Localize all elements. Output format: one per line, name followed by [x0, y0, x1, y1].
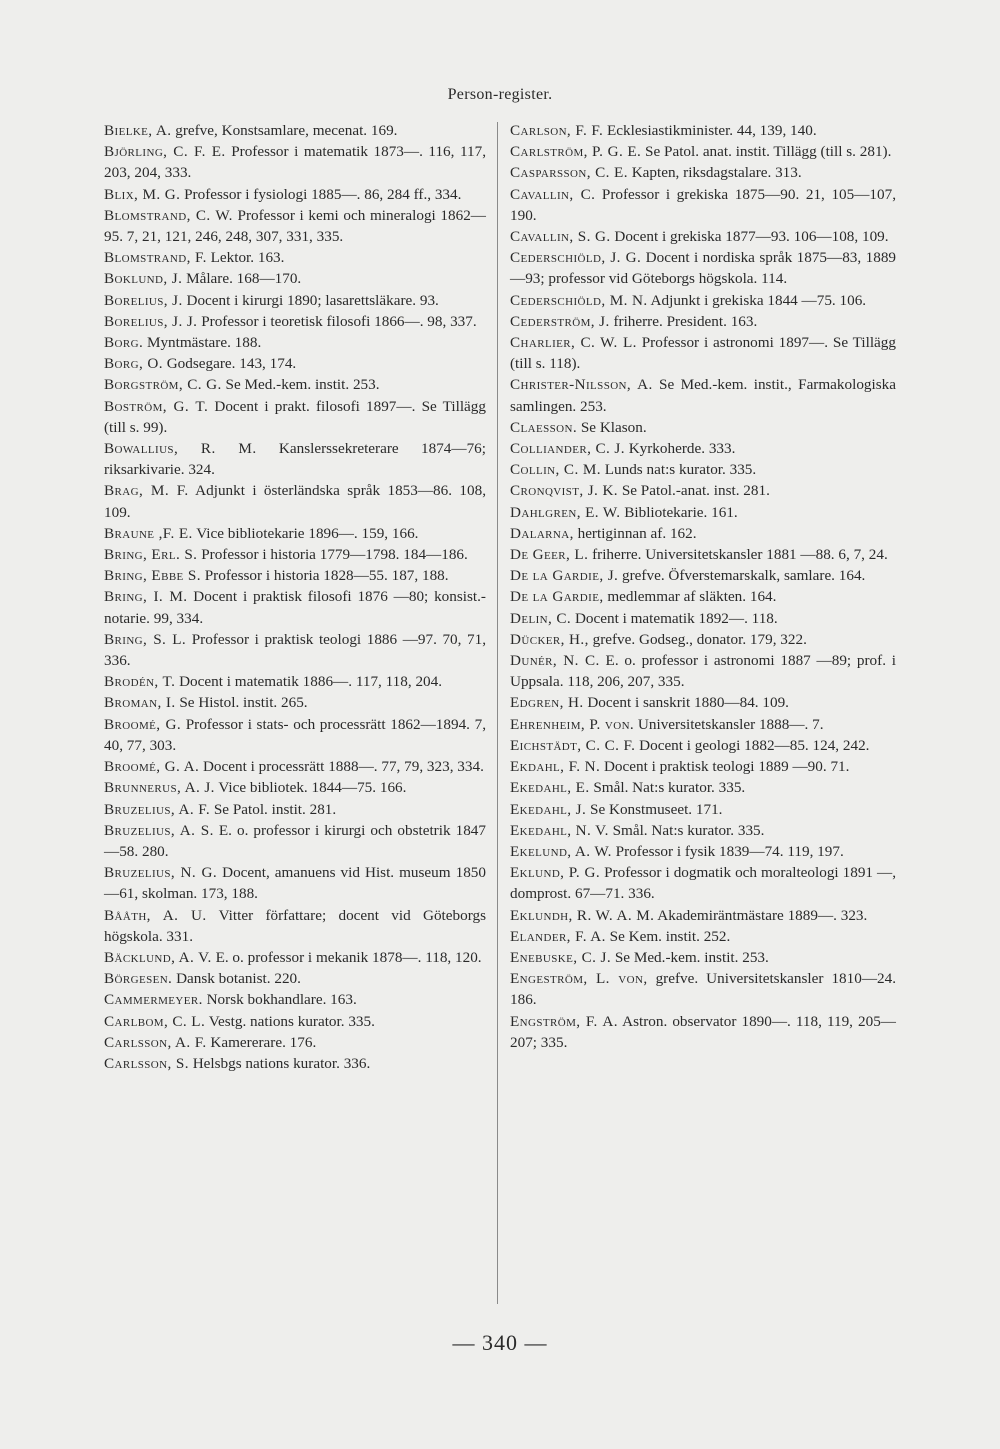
entry-name: Eichstädt, C. C. F. — [510, 736, 636, 754]
entry-text: Docent i praktisk teologi 1889 —90. 71. — [600, 758, 850, 776]
register-entry — [510, 735, 896, 756]
register-entry — [104, 311, 486, 332]
entry-name: Elander, F. A. — [510, 927, 606, 945]
register-entry — [104, 799, 486, 820]
entry-name: Cederström, J. — [510, 312, 610, 330]
register-entry — [510, 544, 896, 565]
entry-text: Professor i historia 1779—1798. 184—186. — [197, 546, 468, 564]
entry-text: Docent, amanuens vid Hist. museum 1850—61, skolman. 173, 188. — [104, 864, 486, 903]
entry-text: Myntmästare. 188. — [143, 334, 262, 352]
entry-text: Docent i geologi 1882—85. 124, 242. — [635, 736, 870, 754]
entry-name: Broman, I. — [104, 694, 176, 712]
register-entry — [510, 184, 896, 226]
register-entry — [510, 905, 896, 926]
entry-text: Kyrkoherde. 333. — [624, 440, 736, 458]
entry-name: Bruzelius, A. F. — [104, 800, 211, 818]
register-entry — [510, 565, 896, 586]
entry-name: Carlbom, C. L. — [104, 1012, 206, 1030]
entry-name: Blomstrand, F. — [104, 249, 207, 267]
entry-text: Godsegare. 143, 174. — [162, 355, 297, 373]
entry-text: Adjunkt i österländska språk 1853—86. 108, 109. — [104, 482, 486, 521]
register-entry — [104, 629, 486, 671]
entry-text: Professor i matematik 1873—. 116, 117, 203, 204, 333. — [104, 143, 486, 182]
register-entry — [510, 650, 896, 692]
entry-text: Docent i kirurgi 1890; lasarettsläkare. 93. — [182, 291, 439, 309]
entry-text: Professor i astronomi 1897—. Se Tillägg (till s. 118). — [510, 334, 896, 373]
entry-text: Lektor. 163. — [206, 249, 285, 267]
entry-name: Christer-Nilsson, A. — [510, 376, 653, 394]
entry-name: Engeström, L. von, — [510, 970, 648, 988]
entry-text: Kapten, riksdagstalare. 313. — [627, 164, 802, 182]
entry-text: Ecklesiastikminister. 44, 139, 140. — [603, 122, 817, 139]
register-entry — [510, 608, 896, 629]
entry-text: friherre. Universitetskansler 1881 —88. 6, 7, 24. — [588, 546, 888, 564]
entry-name: Eklund, P. G. — [510, 864, 601, 882]
entry-name: Bring, Ebbe S. — [104, 567, 201, 585]
entry-text: Se Patol. anat. instit. Tillägg (till s. 281). — [641, 143, 892, 161]
page-number: — 340 — — [452, 1330, 548, 1355]
entry-text: Helsbgs nations kurator. 336. — [188, 1054, 371, 1072]
register-entry — [510, 502, 896, 523]
entry-name: Bowallius, R. M. — [104, 440, 257, 458]
entry-name: Börgesen. — [104, 970, 173, 988]
entry-text: Se Med.-kem. instit. 253. — [221, 376, 380, 394]
register-entry — [510, 947, 896, 968]
register-entry — [104, 480, 486, 522]
entry-text: Docent i processrätt 1888—. 77, 79, 323, 334. — [199, 758, 484, 776]
register-entry — [104, 714, 486, 756]
register-entry — [510, 629, 896, 650]
entry-text: Dansk botanist. 220. — [172, 970, 301, 988]
register-entry — [104, 1011, 486, 1032]
entry-text: Astron. observator 1890—. 118, 119, 205—207; 335. — [510, 1012, 896, 1051]
column-divider — [497, 122, 498, 1304]
register-entry — [104, 332, 486, 353]
entry-text: E. o. professor i astronomi 1887 —89; prof. i Uppsala. 118, 206, 207, 335. — [510, 652, 897, 691]
entry-name: Bååth, A. U. — [104, 906, 207, 924]
register-entry — [510, 226, 896, 247]
entry-text: Professor i fysik 1839—74. 119, 197. — [611, 842, 844, 860]
register-entry — [104, 692, 486, 713]
entry-text: hertiginnan af. 162. — [573, 524, 697, 542]
entry-text: Docent i nordiska språk 1875—83, 1889—93; professor vid Göteborgs högskola. 114. — [510, 249, 897, 288]
entry-text: Målare. 168—170. — [182, 270, 302, 288]
entry-name: Dalarna, — [510, 524, 574, 542]
entry-text: Professor i grekiska 1875—90. 21, 105—107, 190. — [510, 185, 896, 224]
register-entry — [510, 756, 896, 777]
entry-name: De Geer, L. — [510, 546, 589, 564]
entry-name: Borg, O. — [104, 355, 163, 373]
register-entry — [104, 565, 486, 586]
entry-name: Charlier, C. W. L. — [510, 334, 637, 352]
register-entry — [104, 1053, 486, 1074]
register-entry — [104, 438, 486, 480]
register-entry — [104, 947, 486, 968]
entry-text: Universitetskansler 1888—. 7. — [634, 715, 824, 733]
register-entry — [510, 841, 896, 862]
entry-text: Vitter författare; docent vid Göteborgs högskola. 331. — [104, 906, 486, 945]
register-entry — [104, 374, 486, 395]
entry-name: Edgren, H. — [510, 694, 584, 712]
entry-name: Ehrenheim, P. von. — [510, 715, 635, 733]
register-entry — [510, 799, 896, 820]
register-entry — [510, 311, 896, 332]
entry-name: Borg. — [104, 334, 144, 352]
register-entry — [510, 459, 896, 480]
entry-name: Borelius, J. J. — [104, 312, 198, 330]
entry-name: Cavallin, S. G. — [510, 228, 611, 246]
right-column — [510, 120, 896, 1053]
register-entry — [510, 586, 896, 607]
entry-text: Kamererare. 176. — [206, 1033, 317, 1051]
entry-text: Kanslerssekreterare 1874—76; riksarkivarie. 324. — [104, 440, 486, 479]
register-entry — [510, 480, 896, 501]
entry-name: Dücker, H., — [510, 630, 589, 648]
register-entry — [104, 586, 486, 628]
entry-name: Collin, C. M. — [510, 461, 601, 479]
entry-text: Se Patol. instit. 281. — [210, 800, 337, 818]
entry-text: Professor i dogmatik och moralteologi 1891 —, domprost. 67—71. 336. — [510, 864, 896, 903]
running-header: Person-register. — [447, 86, 553, 103]
register-entry — [510, 968, 896, 1010]
entry-name: Bring, S. L. — [104, 630, 187, 648]
entry-text: Norsk bokhandlare. 163. — [202, 991, 357, 1009]
entry-text: E. o. professor i kirurgi och obstetrik 1847—58. 280. — [104, 821, 486, 860]
entry-name: Bielke, A. — [104, 122, 172, 139]
entry-text: Vice bibliotekarie 1896—. 159, 166. — [192, 524, 419, 542]
entry-name: Borgström, C. G. — [104, 376, 222, 394]
entry-text: medlemmar af släkten. 164. — [603, 588, 777, 606]
register-entry — [104, 544, 486, 565]
entry-name: Boström, G. T. — [104, 397, 209, 415]
entry-text: grefve, Konstsamlare, mecenat. 169. — [171, 122, 398, 139]
entry-name: Colliander, C. J. — [510, 440, 625, 458]
register-entry — [510, 120, 896, 141]
entry-text: Lunds nat:s kurator. 335. — [600, 461, 757, 479]
register-entry — [104, 184, 486, 205]
entry-text: Professor i kemi och mineralogi 1862—95. 7, 21, 121, 246, 248, 307, 331, 335. — [104, 206, 486, 246]
register-entry — [510, 692, 896, 713]
entry-name: Cammermeyer. — [104, 991, 203, 1009]
register-entry — [104, 523, 486, 544]
entry-name: Cederschiöld, M. N. — [510, 291, 648, 309]
register-entry — [510, 374, 896, 416]
register-entry — [104, 141, 486, 183]
entry-name: Blix, M. G. — [104, 185, 181, 203]
entry-name: Bruzelius, A. S. — [104, 821, 214, 839]
entry-name: Casparsson, C. E. — [510, 164, 628, 182]
entry-name: Ekelund, A. W. — [510, 842, 612, 860]
entry-name: Ekdahl, F. N. — [510, 758, 601, 776]
entry-text: Docent i grekiska 1877—93. 106—108, 109. — [610, 228, 889, 246]
entry-text: Se Konstmuseet. 171. — [586, 800, 723, 818]
entry-name: Ekedahl, N. V. — [510, 821, 609, 839]
register-entry — [104, 862, 486, 904]
register-entry — [104, 989, 486, 1010]
entry-name: Ekedahl, J. — [510, 800, 587, 818]
entry-text: grefve. Öfverstemarskalk, samlare. 164. — [618, 567, 866, 585]
entry-name: Carlson, F. F. — [510, 122, 604, 139]
register-entry — [104, 247, 486, 268]
entry-text: Docent i matematik 1892—. 118. — [571, 609, 778, 627]
entry-name: Carlsson, S. — [104, 1054, 189, 1072]
register-entry — [104, 777, 486, 798]
register-entry — [510, 417, 896, 438]
register-entry — [510, 332, 896, 374]
entry-text: Smål. Nat:s kurator. 335. — [589, 779, 746, 797]
register-entry — [510, 926, 896, 947]
entry-name: Bruzelius, N. G. — [104, 864, 218, 882]
entry-text: Se Kem. instit. 252. — [605, 927, 731, 945]
register-entry — [510, 247, 896, 289]
entry-name: Eklundh, R. W. A. M. — [510, 906, 655, 924]
register-entry — [104, 353, 486, 374]
entry-text: E. o. professor i mekanik 1878—. 118, 120. — [211, 948, 482, 966]
entry-text: Vice bibliotek. 1844—75. 166. — [214, 779, 407, 797]
register-entry — [510, 162, 896, 183]
register-entry — [510, 523, 896, 544]
entry-name: Boklund, J. — [104, 270, 183, 288]
entry-text: Professor i fysiologi 1885—. 86, 284 ff., 334. — [180, 185, 462, 203]
entry-text: Professor i praktisk teologi 1886 —97. 70, 71, 336. — [104, 630, 486, 670]
entry-text: Se Klason. — [577, 418, 647, 436]
entry-name: Broomé, G. — [104, 715, 182, 733]
register-entry — [104, 820, 486, 862]
entry-text: grefve. Godseg., donator. 179, 322. — [588, 630, 807, 648]
entry-text: Professor i historia 1828—55. 187, 188. — [200, 567, 449, 585]
entry-text: Se Patol.-anat. inst. 281. — [618, 482, 770, 500]
entry-name: Björling, C. F. E. — [104, 143, 226, 161]
register-entry — [104, 396, 486, 438]
entry-text: Docent i sanskrit 1880—84. 109. — [583, 694, 789, 712]
register-entry — [510, 438, 896, 459]
register-entry — [104, 905, 486, 947]
entry-name: De la Gardie, J. — [510, 567, 619, 585]
register-entry — [510, 1011, 896, 1053]
entry-name: Brag, M. F. — [104, 482, 189, 500]
register-entry — [104, 756, 486, 777]
entry-text: grefve. Universitetskansler 1810—24. 186. — [510, 970, 897, 1009]
entry-text: Adjunkt i grekiska 1844 —75. 106. — [647, 291, 867, 309]
entry-text: Professor i teoretisk filosofi 1866—. 98, 337. — [197, 312, 477, 330]
entry-name: De la Gardie, — [510, 588, 604, 606]
register-entry — [104, 268, 486, 289]
entry-name: Braune ,F. E. — [104, 524, 193, 542]
register-entry — [104, 120, 486, 141]
entry-name: Carlström, P. G. E. — [510, 143, 642, 161]
entry-text: Akademiräntmästare 1889—. 323. — [654, 906, 868, 924]
register-entry — [510, 141, 896, 162]
entry-name: Bäcklund, A. V. — [104, 948, 212, 966]
register-entry — [104, 290, 486, 311]
entry-text: Vestg. nations kurator. 335. — [205, 1012, 375, 1030]
entry-text: Docent i praktisk filosofi 1876 —80; konsist.-notarie. 99, 334. — [104, 588, 486, 627]
register-entry — [104, 671, 486, 692]
entry-name: Carlsson, A. F. — [104, 1033, 207, 1051]
entry-name: Dunér, N. C. — [510, 652, 600, 670]
entry-name: Brunnerus, A. J. — [104, 779, 215, 797]
entry-text: Se Histol. instit. 265. — [175, 694, 308, 712]
entry-name: Cederschiöld, J. G. — [510, 249, 642, 267]
entry-name: Borelius, J. — [104, 291, 183, 309]
entry-name: Dahlgren, E. W. — [510, 503, 621, 521]
entry-name: Delin, C. — [510, 609, 572, 627]
register-entry — [510, 820, 896, 841]
entry-text: Se Med.-kem. instit., Farmakologiska samlingen. 253. — [510, 376, 896, 415]
register-entry — [104, 968, 486, 989]
left-column — [104, 120, 486, 1074]
entry-text: Se Med.-kem. instit. 253. — [611, 948, 769, 966]
entry-name: Cronqvist, J. K. — [510, 482, 619, 500]
entry-text: Professor i stats- och processrätt 1862—1894. 7, 40, 77, 303. — [104, 715, 486, 754]
entry-name: Brodén, T. — [104, 673, 176, 691]
register-entry — [104, 205, 486, 247]
register-entry — [104, 1032, 486, 1053]
entry-name: Ekedahl, E. — [510, 779, 590, 797]
entry-name: Cavallin, C. — [510, 185, 596, 203]
entry-name: Engström, F. A. — [510, 1012, 618, 1030]
entry-name: Claesson. — [510, 418, 578, 436]
entry-name: Bring, Erl. S. — [104, 546, 198, 564]
register-entry — [510, 714, 896, 735]
register-entry — [510, 290, 896, 311]
entry-text: Docent i prakt. filosofi 1897—. Se Tillägg (till s. 99). — [104, 397, 486, 436]
entry-name: Enebuske, C. J. — [510, 948, 612, 966]
entry-name: Broomé, G. A. — [104, 758, 200, 776]
entry-text: Docent i matematik 1886—. 117, 118, 204. — [175, 673, 443, 691]
entry-text: friherre. President. 163. — [609, 312, 758, 330]
entry-name: Blomstrand, C. W. — [104, 206, 233, 224]
register-entry — [510, 777, 896, 798]
entry-name: Bring, I. M. — [104, 588, 188, 606]
entry-text: Bibliotekarie. 161. — [620, 503, 738, 521]
register-entry — [510, 862, 896, 904]
entry-text: Smål. Nat:s kurator. 335. — [608, 821, 765, 839]
